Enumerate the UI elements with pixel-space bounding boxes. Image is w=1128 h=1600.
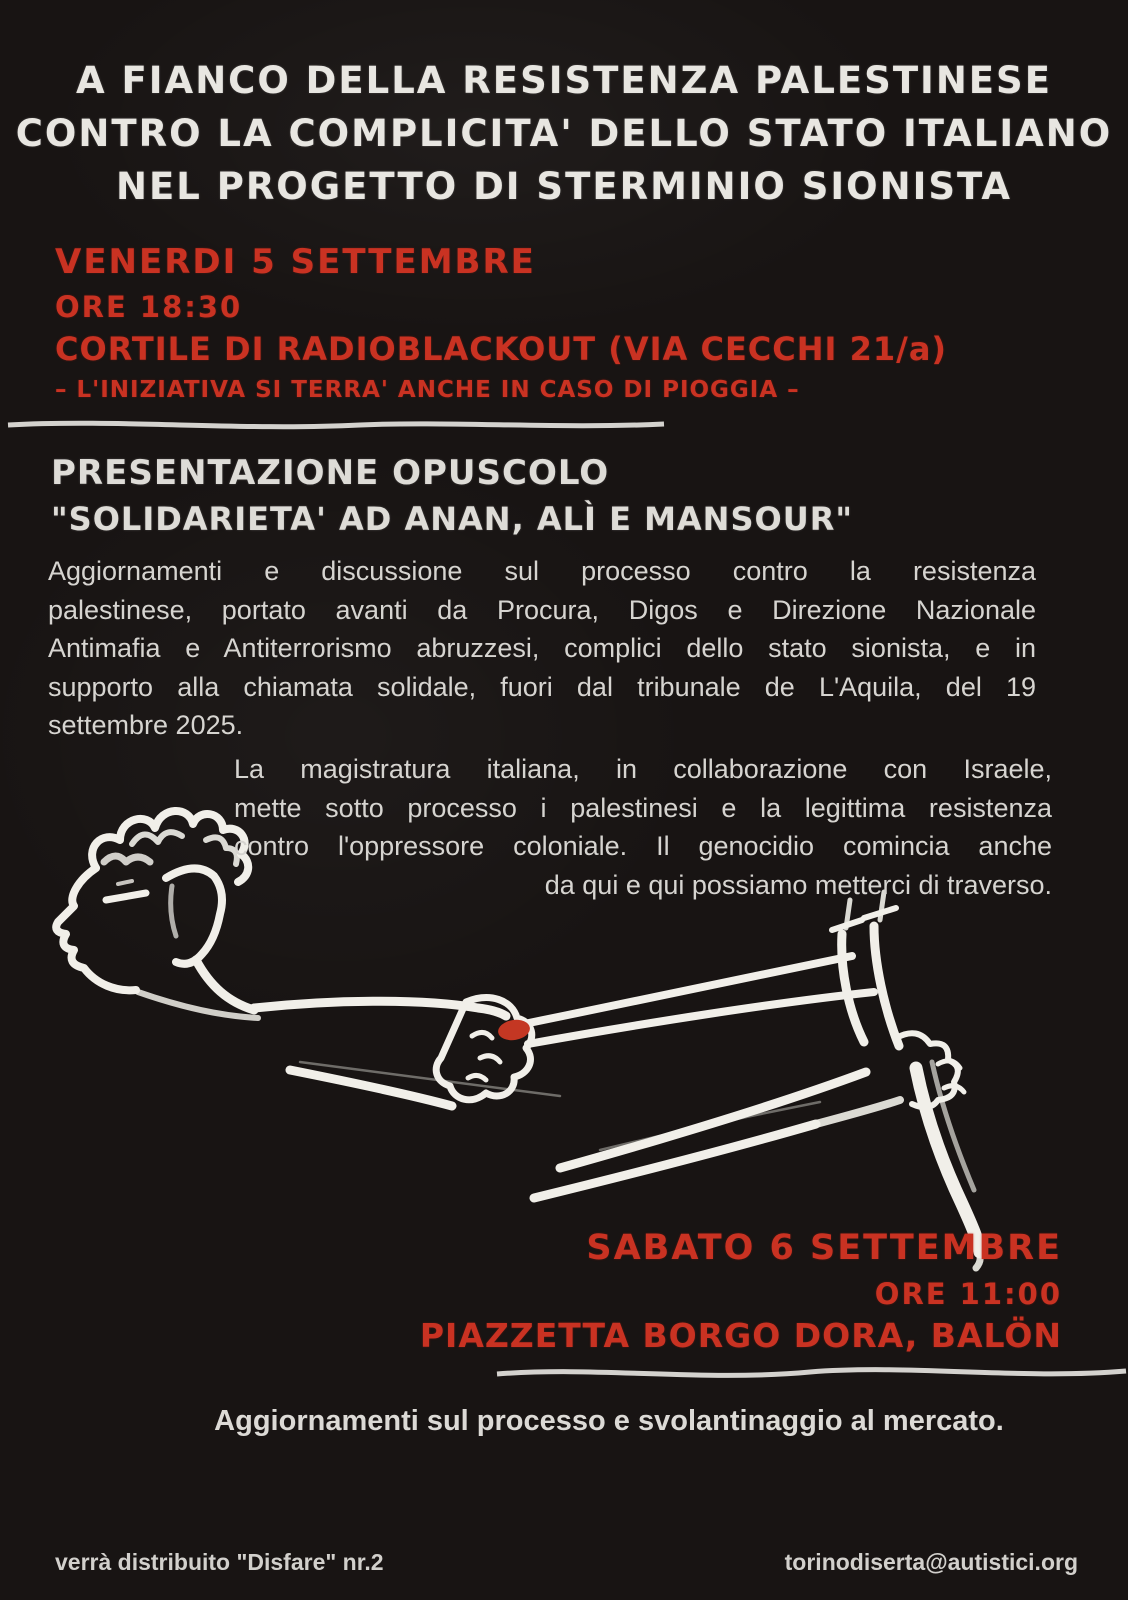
presentation-block (51, 452, 853, 540)
poster-title-line-3: NEL PROGETTO DI STERMINIO SIONISTA (116, 165, 1012, 208)
divider-bottom (497, 1370, 1126, 1376)
event1-rain-note: – L'INIZIATIVA SI TERRA' ANCHE IN CASO DI PIOGGIA – (55, 377, 800, 403)
body1-line-5: settembre 2025. (48, 710, 244, 740)
footer-email: torinodiserta@autistici.org (784, 1549, 1078, 1575)
event1-date: VENERDI 5 SETTEMBRE (55, 242, 536, 282)
event2-location: PIAZZETTA BORGO DORA, BALÖN (419, 1316, 1062, 1355)
body-paragraph-2 (234, 750, 1052, 904)
slingshot-projectile (497, 1018, 532, 1043)
event1-location: CORTILE DI RADIOBLACKOUT (VIA CECCHI 21/a) (55, 330, 948, 368)
summary-text: Aggiornamenti sul processo e svolantinaggio al mercato. (214, 1405, 1004, 1437)
body-paragraph-1 (48, 552, 1036, 745)
body1-line-4: supporto alla chiamata solidale, fuori dal tribunale de L'Aquila, del 19 (48, 671, 1036, 702)
event1-time: ORE 18:30 (55, 290, 243, 324)
divider-top (8, 423, 664, 426)
body2-line-1: La magistratura italiana, in collaborazione con Israele, (234, 754, 1052, 784)
poster-title-line-2: CONTRO LA COMPLICITA' DELLO STATO ITALIANO (15, 112, 1113, 155)
event1-block (55, 240, 947, 404)
body1-line-3: Antimafia e Antiterrorismo abruzzesi, complici dello stato sionista, e in (48, 633, 1036, 663)
body2-line-3: contro l'oppressore coloniale. Il genocidio comincia anche (234, 831, 1052, 861)
poster-title-line-1: A FIANCO DELLA RESISTENZA PALESTINESE (76, 59, 1052, 102)
body1-line-2: palestinese, portato avanti da Procura, Digos e Direzione Nazionale (48, 594, 1036, 625)
event2-date: SABATO 6 SETTEMBRE (586, 1228, 1062, 1268)
footer-note: verrà distribuito "Disfare" nr.2 (55, 1549, 384, 1575)
event2-block (420, 1226, 1062, 1356)
booklet-title: "SOLIDARIETA' AD ANAN, ALÌ E MANSOUR" (51, 500, 853, 538)
poster-title (0, 54, 1128, 213)
body2-line-2: mette sotto processo i palestinesi e la legittima resistenza (234, 792, 1052, 823)
event2-time: ORE 11:00 (874, 1277, 1062, 1311)
presentation-heading: PRESENTAZIONE OPUSCOLO (51, 453, 610, 493)
body1-line-1: Aggiornamenti e discussione sul processo contro la resistenza (48, 556, 1036, 586)
body2-line-4: da qui e qui possiamo metterci di traverso. (544, 869, 1052, 900)
